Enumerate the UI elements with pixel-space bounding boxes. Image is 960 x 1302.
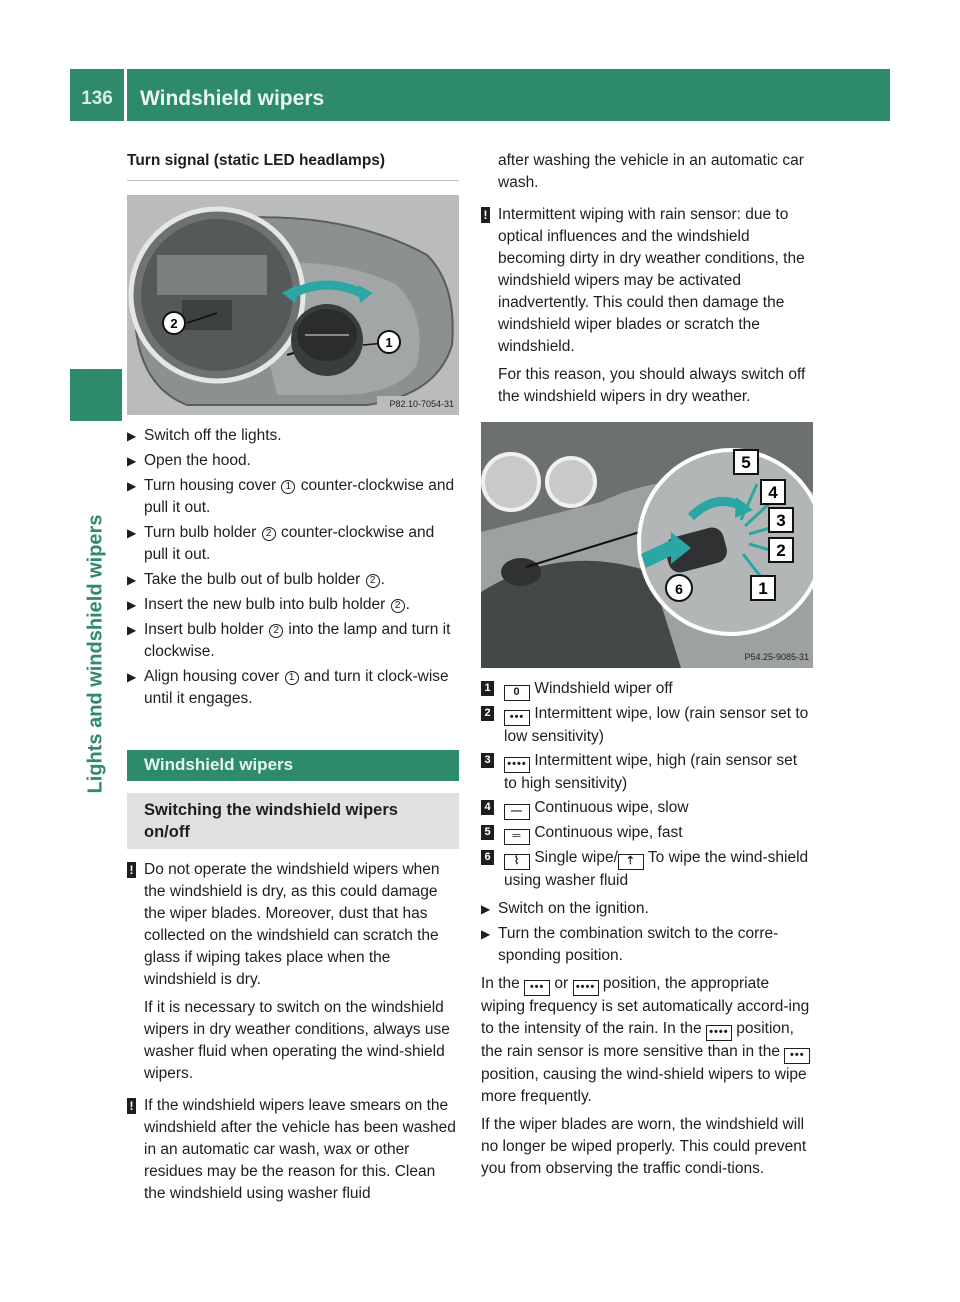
step-item: ▶ Take the bulb out of bulb holder 2 . (127, 569, 459, 591)
intermittent-high-icon: •••• (706, 1025, 732, 1041)
page-number: 136 (81, 88, 113, 109)
warning-dry-wiping: ! Do not operate the windshield wipers when the windshield is dry, as this could damage the wiper blades. Moreover, dust that has collected on the windshield can scratch the glass if wiping takes place when the windshield is dry. If it is necessary to switch on the windshield wipers in dry weather conditions, always use washer fluid when operating the wind-shield wipers. (127, 859, 459, 1085)
step-item: ▶ Switch on the ignition. (481, 898, 813, 920)
worn-blades-paragraph: If the wiper blades are worn, the windshield will no longer be wiped properly. This could prevent you from observing the traffic condi-tions. (481, 1116, 807, 1177)
section-title-turn-signal: Turn signal (static LED headlamps) (127, 150, 459, 181)
callout-1-text: 1 (385, 335, 393, 350)
step-item: ▶ Insert bulb holder 2 into the lamp and turn it clockwise. (127, 621, 451, 660)
list-item: 2 ••• Intermittent wipe, low (rain sensor set to low sensitivity) (481, 703, 813, 748)
intermittent-high-icon: •••• (504, 757, 530, 773)
headlamp-figure (127, 195, 459, 415)
step-item: ▶ Align housing cover 1 and turn it clock-wise until it engages. (127, 668, 449, 707)
step-bullet-icon: ▶ (127, 670, 137, 684)
rain-sensor-paragraph: In the ••• or •••• position, the appropriate wiping frequency is set automatically accord-ing to the intensity of the rain. In the •••• position, the rain sensor is more sensitive than in the ••• position, causing the wind-shield wipers to wipe more frequently. (481, 975, 810, 1105)
chapter-tab (70, 369, 122, 421)
step-bullet-icon: ▶ (127, 623, 137, 637)
callout-ref-2: 2 (391, 599, 405, 613)
svg-text:6: 6 (675, 581, 683, 597)
right-column (481, 150, 813, 1180)
list-item: 4 — Continuous wipe, slow (481, 797, 813, 820)
warning-icon: ! (127, 862, 136, 878)
step-item: ▶ Turn the combination switch to the corre-sponding position. (481, 925, 779, 964)
washer-fluid-icon: ⇡ (618, 854, 644, 870)
step-bullet-icon: ▶ (127, 479, 137, 493)
left-column (127, 150, 459, 1205)
step-bullet-icon: ▶ (127, 598, 137, 612)
intermittent-high-icon: •••• (573, 980, 599, 996)
figure2-code: P54.25-9085-31 (744, 652, 809, 662)
warning-smears: ! If the windshield wipers leave smears on the windshield after the vehicle has been washed in an automatic car wash, wax or other residues may be the reason for this. Clean the windshield using washer fluid (127, 1095, 459, 1205)
step-bullet-icon: ▶ (127, 429, 137, 443)
warning-rain-sensor: ! Intermittent wiping with rain sensor: due to optical influences and the windshield becoming dirty in dry weather conditions, the windshield wipers may be activated inadvertently. This could then damage the windshield wiper blades or scratch the windshield. For this reason, you should always switch off the windshield wipers in dry weather. (481, 204, 813, 408)
svg-text:2: 2 (776, 541, 786, 560)
step-bullet-icon: ▶ (127, 573, 137, 587)
single-wipe-icon: ⌇ (504, 854, 530, 870)
step-bullet-icon: ▶ (127, 526, 137, 540)
list-item: 5 ═ Continuous wipe, fast (481, 822, 813, 845)
callout-ref-2: 2 (262, 527, 276, 541)
headlamp-illustration (127, 195, 459, 415)
switch-steps (481, 898, 813, 967)
step-item: ▶ Turn bulb holder 2 counter-clockwise and pull it out. (127, 524, 435, 563)
step-item: ▶ Insert the new bulb into bulb holder 2 . (127, 594, 459, 616)
intermittent-low-icon: ••• (504, 710, 530, 726)
callout-ref-1: 1 (285, 671, 299, 685)
switch-positions-list (481, 678, 813, 892)
list-item: 6 ⌇ Single wipe/ ⇡ To wipe the wind-shield using washer fluid (481, 847, 813, 892)
step-bullet-icon: ▶ (481, 902, 491, 916)
warning-smears-continued: after washing the vehicle in an automatic car wash. (498, 152, 804, 191)
step-item: ▶ Open the hood. (127, 450, 459, 472)
wiper-switch-figure (481, 422, 813, 668)
step-bullet-icon: ▶ (127, 454, 137, 468)
figure1-code: P82.10-7054-31 (389, 399, 454, 409)
chapter-label: Lights and windshield wipers (84, 514, 107, 794)
list-item: 3 •••• Intermittent wipe, high (rain sensor set to high sensitivity) (481, 750, 813, 795)
intermittent-low-icon: ••• (784, 1048, 810, 1064)
svg-text:3: 3 (776, 511, 786, 530)
svg-text:1: 1 (758, 579, 768, 598)
intermittent-low-icon: ••• (524, 980, 550, 996)
step-item: ▶ Switch off the lights. (127, 425, 459, 447)
bulb-steps (127, 425, 459, 710)
section-band-windshield-wipers: Windshield wipers (127, 750, 459, 781)
callout-ref-1: 1 (281, 480, 295, 494)
continuous-fast-icon: ═ (504, 829, 530, 845)
warning-icon: ! (127, 1098, 136, 1114)
wiper-switch-illustration (481, 422, 813, 668)
continuous-slow-icon: — (504, 804, 530, 820)
wiper-off-symbol-icon: 0 (504, 685, 530, 701)
step-bullet-icon: ▶ (481, 927, 491, 941)
page-title: Windshield wipers (140, 87, 325, 110)
subsection-switching-wipers: Switching the windshield wipers on/off (127, 793, 459, 849)
callout-ref-2: 2 (366, 574, 380, 588)
list-item: 1 0 Windshield wiper off (481, 678, 813, 701)
svg-text:4: 4 (768, 483, 778, 502)
warning-icon: ! (481, 207, 490, 223)
svg-text:5: 5 (741, 453, 751, 472)
header-divider (124, 69, 127, 121)
callout-ref-2: 2 (269, 624, 283, 638)
callout-2-text: 2 (170, 316, 178, 331)
step-item: ▶ Turn housing cover 1 counter-clockwise and pull it out. (127, 477, 455, 516)
